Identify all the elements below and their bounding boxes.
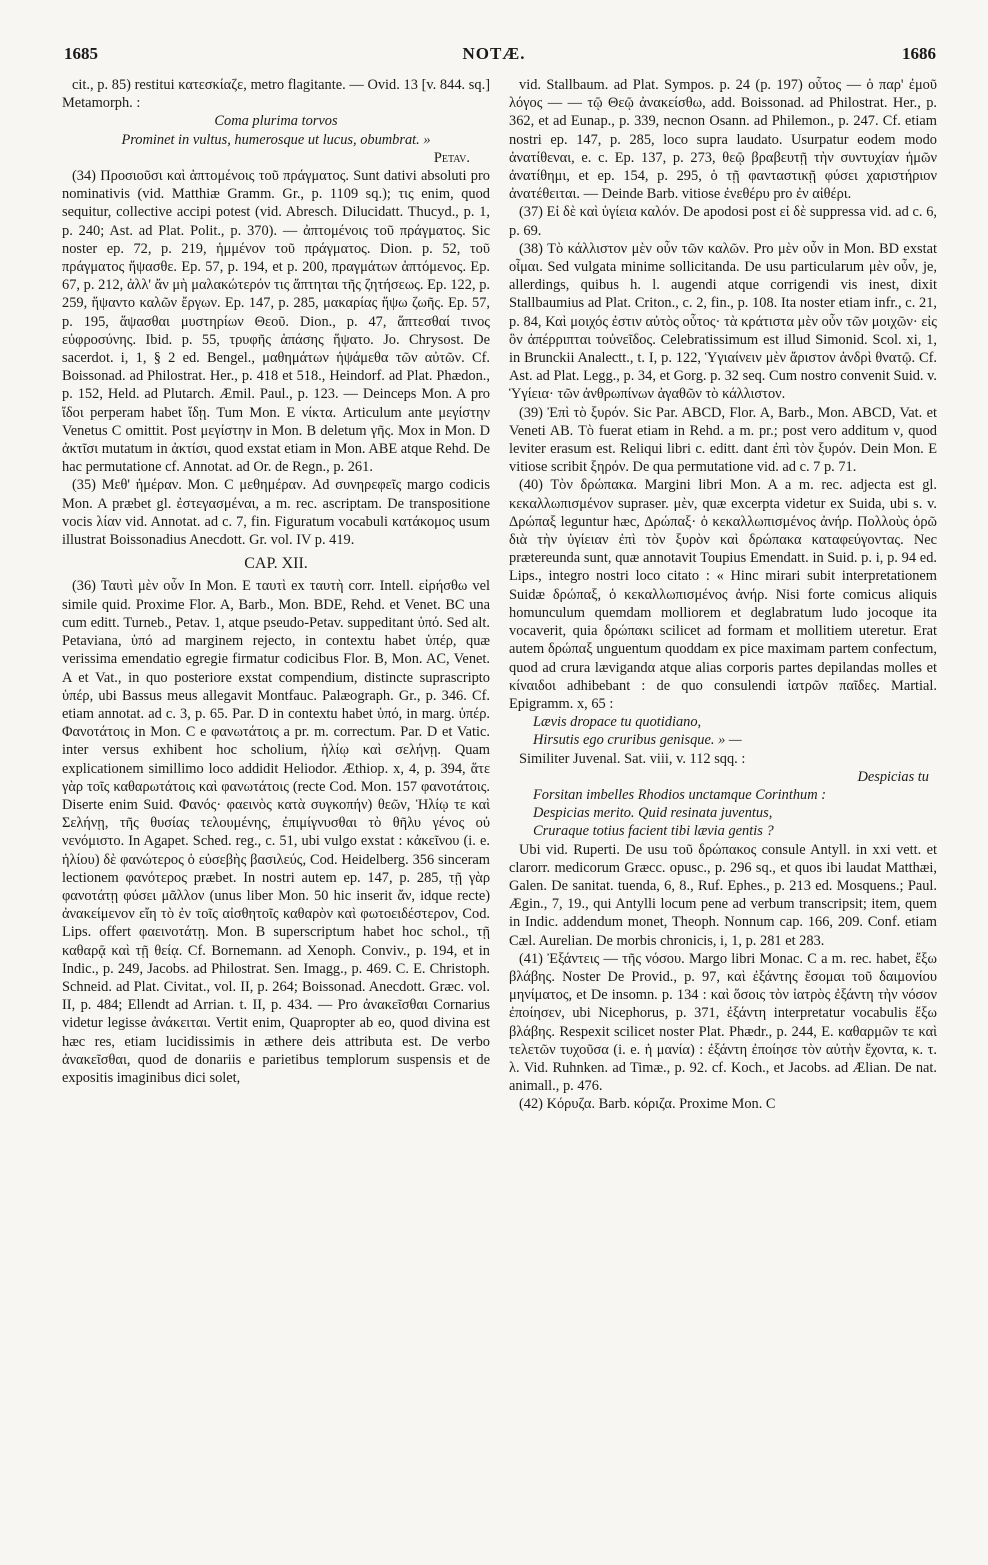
- right-column: [509, 76, 937, 1546]
- verse-line: Lævis dropace tu quotidiano,: [533, 714, 702, 731]
- chapter-heading: CAP. XII.: [244, 555, 308, 573]
- page-header: [0, 44, 988, 68]
- paragraph: cit., p. 85) restitui κατεσκίαζε, metro flagitante. — Ovid. 13 [v. 844. sq.] Metamorph. :: [62, 77, 490, 112]
- paragraph: Similiter Juvenal. Sat. viii, v. 112 sqq. :: [519, 750, 746, 767]
- paragraph: (36) Ταυτὶ μὲν οὖν In Mon. E ταυτὶ ex ταυτὴ corr. Intell. εἰρήσθω vel simile quid. Proxime Flor. A, Barb., Mon. BDE, Rehd. et Venet. BC una cum editt. Turneb., Petav. 1, atque pseudo-Petav. suppeditant ὑπό. Sed alt. Petaviana, ὑπό ad marginem rejecto, in contextu habet ὑπέρ, quæ verissima emendatio egregie firmatur codicibus Flor. B, Mon. AC, Venet. A et Vat., in quo posteriore exstat compendium, distincte suprascripto ὑπέρ, ubi Bassus meus allegavit Montfauc. Palæograph. Gr., p. 346. Cf. etiam annotat. ad c. 3, p. 65. Par. D in contextu habet ὑπό, in marg. ὑπέρ. Φανοτάτοις in Mon. C e φανωτάτοις a pr. m. correctum. Par. D et Vatic. inter versus exhibent hoc scholium, ἡλίῳ καὶ σελήνῃ. Quam explicationem simillimo loco addidit Heliodor. Æthiop. x, 4, p. 394, ἅτε γὰρ τοῖς καθαρωτάτοις καὶ φανωτάτοις (recte Cod. Mon. 157 φανοτάτοις. Diserte enim Suid. Φανός· φαεινὸς κατὰ συγκοπήν) θεῶν, Ἡλίῳ τε καὶ Σελήνῃ, τῆς θυσίας τελουμένης, ἐπιμίγνυσθαι τὸ θῆλυ γένος οὐ νενόμιστο. In Agapet. Sched. reg., c. 51, ubi vulgo exstat : κἀκεῖνου (i. e. ἡλίου) δὲ φανώτερος ὁ εὐσεβὴς βασιλεύς, Cod. Heidelberg. 356 sinceram lectionem φανότερος præbet. In nostri autem ep. 147, p. 285, τῇ γὰρ φανοτάτῃ φύσει μᾶλλον (unus liber Mon. 50 hic inserit ἄν, idque recte) ἀνακείμενον εἴη τὸ ἐν τοῖς αἰσθητοῖς καθαρὸν καὶ φωτοειδέστερον, Cod. Lips. offert φαεινοτάτῃ. Mon. B superscriptum habet hoc schol., τῇ καθαρᾷ καὶ τῇ θείᾳ. Cf. Bornemann. ad Xenoph. Conviv., p. 194, et in Indic., p. 249, Jacobs. ad Philostrat. Sen. Imagg., p. 469. C. E. Christoph. Schneid. ad Plat. Civitat., vol. II, p. 264; Boissonad. Anecdott. Græc. vol. II, p. 484; Ellendt ad Arrian. t. II, p. 434. — Pro ἀνακεῖσθαι Cornarius videtur legisse ἀνάκειται. Vertit enim, Quapropter ab eo, quod divina est hæc res, etiam lucidissimis in æthere deis attributa est. De verbo ἀνακεῖσθαι, quod de donariis e parietibus templorum suspensis et de expositis imaginibus dici solet,: [62, 578, 490, 1086]
- paragraph: (35) Μεθ' ἡμέραν. Mon. C μεθημέραν. Ad συνηρεφεῖς margo codicis Mon. A præbet gl. ἐστεγασμέναι, a m. rec. ascriptam. De transpositione vocis λίαν vid. Annotat. ad c. 7, fin. Figuratum vocabuli κατάκομος usum illustrat Boissonadius Anecdott. Gr. vol. IV p. 419.: [62, 477, 490, 549]
- paragraph: (34) Προσιοῦσι καὶ ἁπτομένοις τοῦ πράγματος. Sunt dativi absoluti pro nominativis (vid. Matthiæ Gramm. Gr., p. 1109 sq.); τις enim, quod sequitur, collective accipi potest (vid. Abresch. Dilucidatt. Thucyd., p. 1, p. 240; Ast. ad Plat. Polit., p. 370). — ἀπτομένοις τοῦ πράγματος. Sic noster ep. 72, p. 219, ἡμμένον τοῦ πράγματος. Dion. p. 52, τοῦ πράγματος ἥψασθε. Ep. 57, p. 194, et p. 200, πραγμάτων ἁπτόμενος. Ep. 67, p. 212, ἀλλ' ἄν μὴ μαλακώτερόν τις ἅπτηται τῆς ζητήσεως. Ep. 122, p. 259, ἥψαντο καλῶν ἔργων. Ep. 147, p. 285, μακαρίας ἥψω ζωῆς. Ep. 57, p. 195, ἅψασθαι μυστηρίων Θεοῦ. Dion., p. 47, ἅπτεσθαί τινος εὐφροσύνης. Ibid. p. 55, τρυφῆς ἁπάσης ἥψατο. Jo. Chrysost. De sacerdot. i, 1, § 2 ed. Bengel., μαθημάτων ἡψάμεθα τῶν αὐτῶν. Cf. Boissonad. ad Philostrat. Her., p. 418 et 518., Heindorf. ad Plat. Phædon., p. 152, Held. ad Plutarch. Æmil. Paul., p. 123. — Deinceps Mon. A pro ἴδοι perperam habet ἴδῃ. Tum Mon. E νίκτα. Articulum ante μεγίστην Venetus C omittit. Post μεγίστην in Mon. B deletum γῆς. Mox in Mon. D ἀκτῖσι mutatum in ἀκτίσι, quod exstat etiam in Mon. ABE atque Rehd. De hac permutatione cf. Annotat. ad Or. de Regn., p. 261.: [62, 168, 490, 476]
- left-column: [62, 76, 490, 1546]
- paragraph: (37) Εἰ δὲ καὶ ὑγίεια καλόν. De apodosi post εἰ δὲ suppressa vid. ad c. 6, p. 69.: [509, 204, 937, 239]
- paragraph: (42) Κόρυζα. Barb. κόριζα. Proxime Mon. C: [519, 1096, 776, 1113]
- verse-line: Despicias merito. Quid resinata juventus,: [533, 805, 773, 822]
- paragraph: (39) Ἐπὶ τὸ ξυρόν. Sic Par. ABCD, Flor. A, Barb., Mon. ABCD, Vat. et Veneti AB. Τὸ fuerat etiam in Rehd. a m. pr.; post vero additum ν, quod leviter erasum est. Reliqui libri c. editt. dant ἐπὶ τὸν ξυρόν. Dein Mon. E vitiose scribit ξηρόν. De qua permutatione vid. ad c. 7 p. 71.: [509, 404, 937, 476]
- page-number-right: 1686: [902, 44, 936, 63]
- verse-line: Forsitan imbelles Rhodios unctamque Corinthum :: [533, 786, 826, 803]
- verse-line: Cruraque totius facient tibi lævia gentis ?: [533, 823, 774, 840]
- running-title: NOTÆ.: [462, 44, 526, 63]
- paragraph: Ubi vid. Ruperti. De usu τοῦ δρώπακος consule Antyll. in xxi vett. et clarorr. medicorum Græcc. opusc., p. 296 sq., et quos ibi laudat Matthæi, Galen. De sanitat. tuenda, 6, 8., Ruf. Ephes., p. 213 ed. Mosquens.; Paul. Ægin., 7, 19., qui Antylli locum pene ad verbum transcripsit; item, quem in Indic. addendum monet, Theoph. Nonnum cap. 166, 209. Conf. etiam Cæl. Aurelian. De morbis chronicis, i, 1, p. 281 et 283.: [509, 841, 937, 949]
- page-number-left: 1685: [64, 44, 98, 63]
- verse-line: Hirsutis ego cruribus genisque. » —: [533, 732, 742, 749]
- verse-line: Despicias tu: [857, 768, 929, 785]
- paragraph: (40) Τὸν δρώπακα. Margini libri Mon. A a m. rec. adjecta est gl. κεκαλλωπισμένον supraser. μὲν, quæ excerpta videtur ex Suida, ubi s. v. Δρώπαξ leguntur hæc, Δρώπαξ· ὁ κεκαλλωπισμένος ἀνήρ. Πολλοὺς ὁρῶ διὰ τὴν ὑγίειαν ἐπὶ τὸν ξυρὸν καὶ δρώπακα καταφεύγοντας. Nec prætereunda sunt, quæ annotavit Toupius Emendatt. in Suid. p. i, p. 94 ed. Lips., integro nostri loco citato : « Hinc mirari subit interpretationem Suidæ δρώπαξ, ὁ κεκαλλωπισμένος ἀνήρ. Nisi forte comicus aliquis homunculum quemdam molliorem et deglabratum ludo jocoque ita vocaverit, quia δρώπακι scilicet ad formam et mollitiem uteretur. Erat autem δρώπαξ unguentum quoddam ex pice maximam partem confectum, quod ad crura lævigandα atque alias corporis partes depilandas molles et κίναιδοι adhibebant : de quo consulendi ἰατρῶν παῖδες. Martial. Epigramm. x, 65 :: [509, 477, 937, 712]
- paragraph: (38) Τὸ κάλλιστον μὲν οὖν τῶν καλῶν. Pro μὲν οὖν in Mon. BD exstat οἶμαι. Sed vulgata minime sollicitanda. De usu particularum μὲν οὖν, je, allerdings, quibus h. l. augendi atque corrigendi vis inest, dixit Stallbaumius ad Plat. Criton., c. 2, fin., p. 108. Ita noster etiam infr., c. 21, p. 84, Καὶ μοιχός ἐστιν αὐτὸς οὗτος· τὰ κράτιστα μὲν οὖν τῶν μοιχῶν· εἰς ὃν ἀπέρριπται τοὐνεῖδος. Celebratissimum est illud Simonid. Scol. xi, 1, in Brunckii Analectt., t. I, p. 122, Ὑγιαίνειν μὲν ἄριστον ἀνδρὶ θνατῷ. Cf. Ast. ad Plat. Legg., p. 34, et Gorg. p. 32 seq. Cum nostro convenit Suid. v. Ὑγίεια· τῶν ἀνθρωπίνων ἀγαθῶν τὸ κάλλιστον.: [509, 240, 937, 403]
- paragraph: (41) Ἐξάντεις — τῆς νόσου. Margo libri Monac. C a m. rec. habet, ἔξω βλάβης. Noster De Provid., p. 97, καὶ ἐξάντης ἔσομαι τοῦ δαιμονίου μηνίματος, et De insomn. p. 134 : καὶ ὅσοις τὸν ἰατρὸς ἐξάντη τὴν νόσον ἐποίησεν, ubi Nicephorus, p. 371, ἐξάντη interpretatur vocabulis ἔξω βλάβης. Respexit scilicet noster Plat. Phædr., p. 244, E. καθαρμῶν τε καὶ τελετῶν τυχοῦσα (i. e. ἡ μανία) : ἐξάντη ἐποίησε τὸν αὐτὴν ἔχοντα, κ. τ. λ. Vid. Ruhnken. ad Timæ., p. 92. cf. Koch., et Jacobs. ad Ælian. De nat. animall., p. 476.: [509, 950, 937, 1095]
- paragraph: vid. Stallbaum. ad Plat. Sympos. p. 24 (p. 197) οὗτος — ὁ παρ' ἐμοῦ λόγος — — τῷ Θεῷ ἀνακείσθω, add. Boissonad. ad Philostrat. Her., p. 362, et ad Eunap., p. 339, necnon Osann. ad Philemon., p. 247. Cf. etiam nostri ep. 147, p. 285, loco supra laudato. Usurpatur eodem modo ἀνατίθεναι, e. c. Ep. 137, p. 273, θεῷ βραβευτῇ τὴν συντυχίαν ἡμῶν ἀνατίθημι, et ep. 154, p. 295, ὁ τῇ φανταστικῇ φύσει χαριστήριον ἀνατέθειται. — Deinde Barb. vitiose ἐνεθέρυ pro ἐν αἰθέρι.: [509, 77, 937, 203]
- verse-line: Coma plurima torvos: [214, 113, 338, 130]
- signature: Petav.: [433, 149, 470, 166]
- verse-line: Prominet in vultus, humerosque ut lucus, obumbrat. »: [121, 131, 431, 148]
